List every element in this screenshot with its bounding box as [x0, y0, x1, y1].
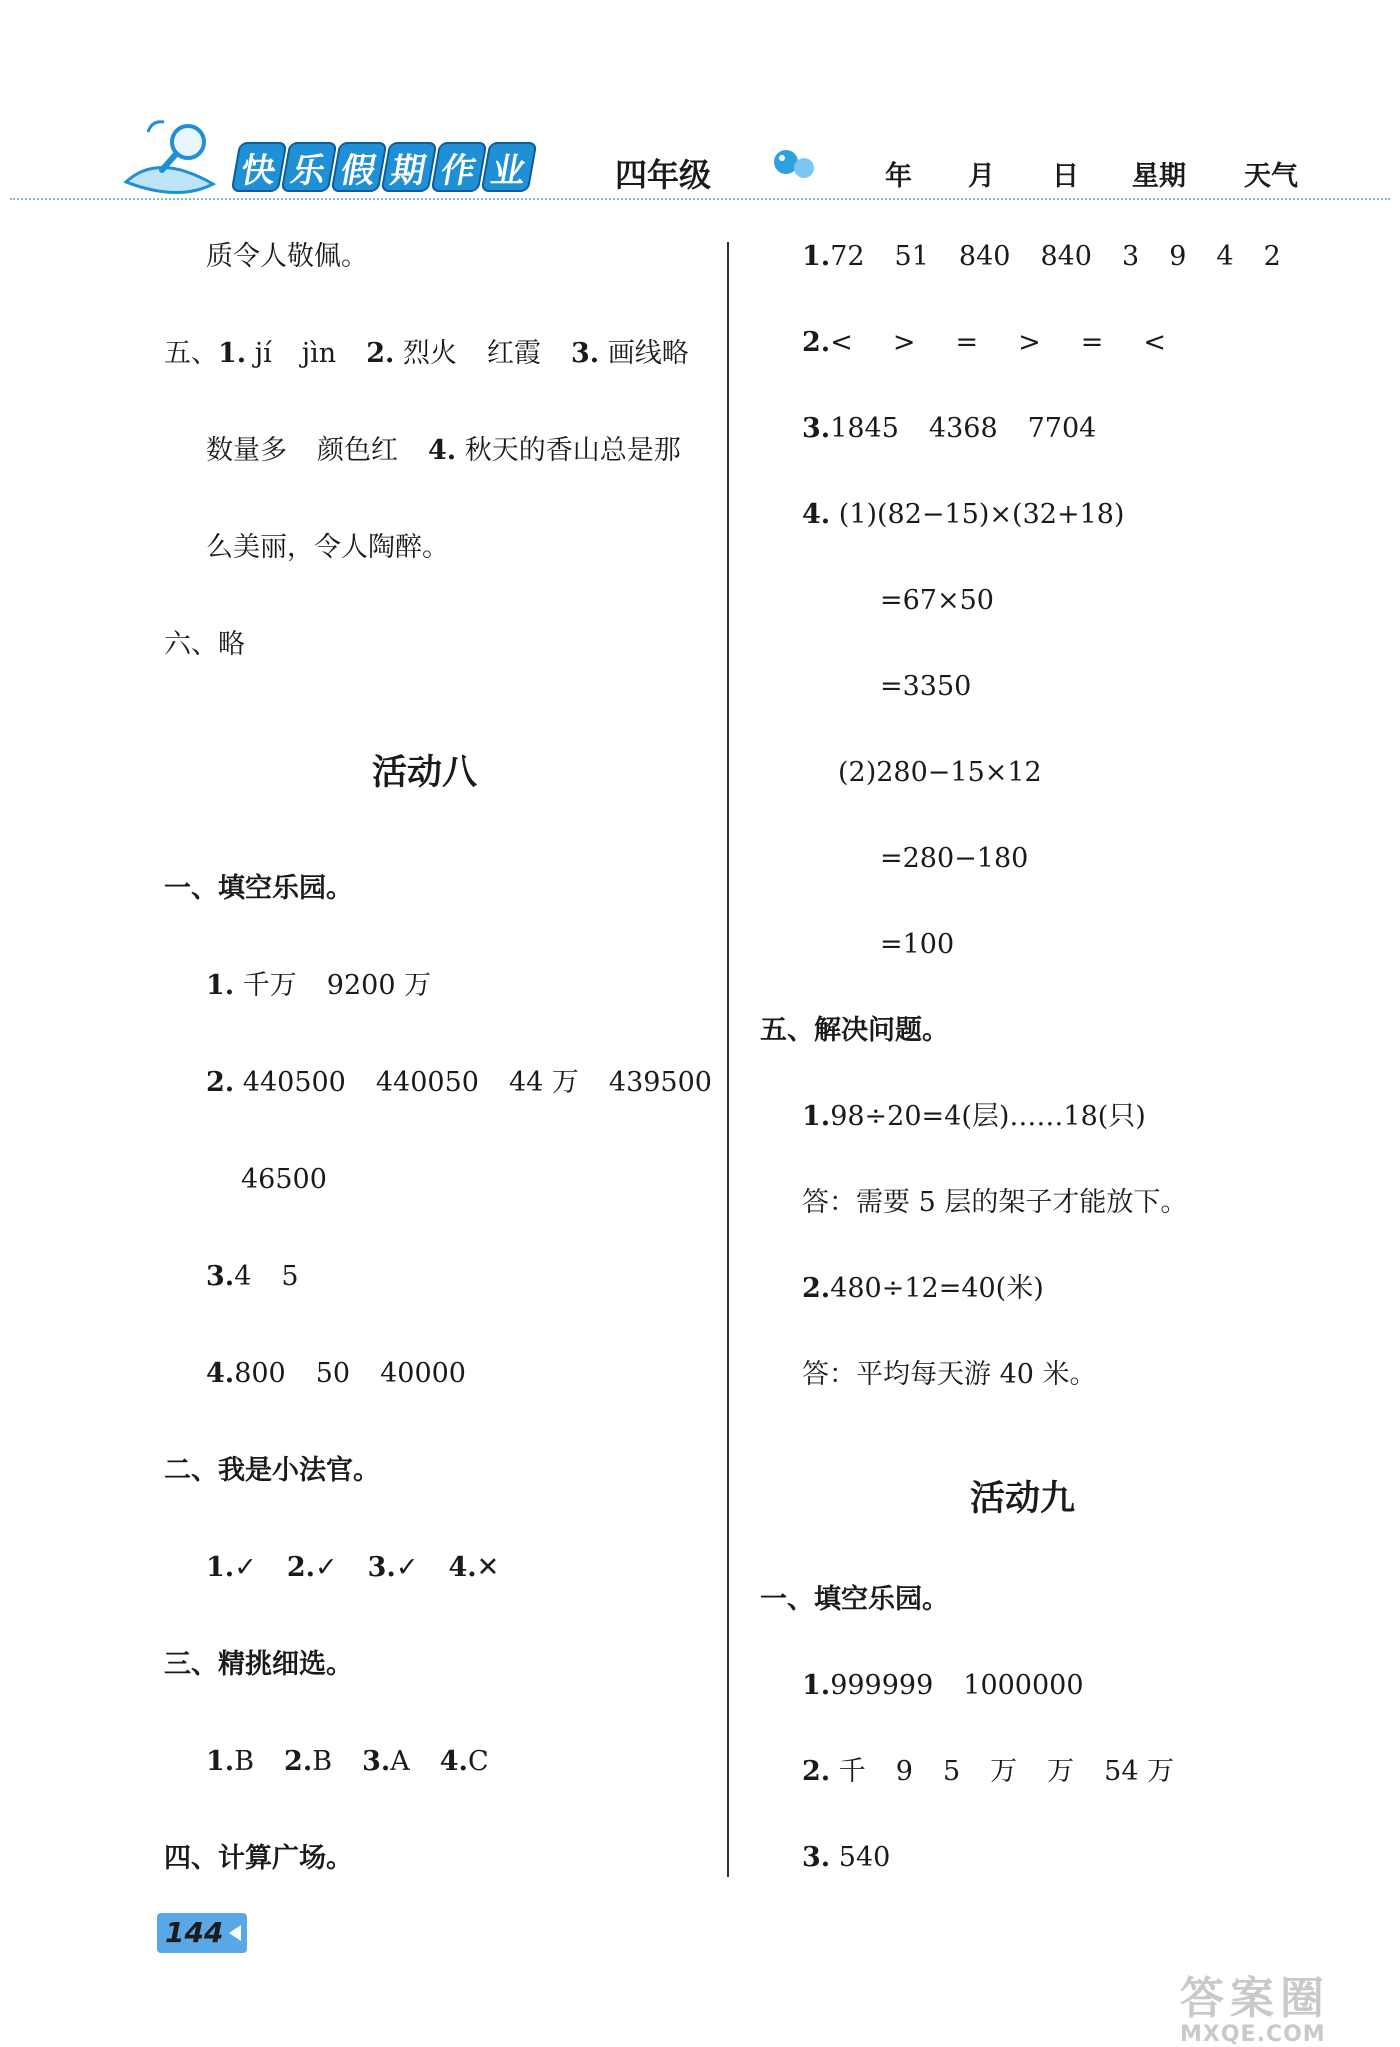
watermark — [1180, 1962, 1330, 2047]
answer: 红霞 — [486, 338, 541, 369]
answer: 千 — [838, 1756, 866, 1787]
answer: > — [1018, 327, 1041, 358]
item-number: 2. — [286, 1552, 315, 1583]
answer: 44 万 — [508, 1067, 579, 1098]
judgement-line — [206, 1551, 499, 1585]
logo-char: 作 — [431, 142, 488, 192]
calculation-line: (2)280−15×12 — [838, 757, 1042, 788]
answer: 2 — [1263, 241, 1281, 272]
answer: 50 — [315, 1358, 351, 1389]
answer: 1000000 — [963, 1670, 1084, 1701]
calculation-step: =280−180 — [880, 843, 1029, 874]
answer-line — [802, 1755, 1174, 1789]
answer-sentence: 答：平均每天游 40 米。 — [802, 1359, 1097, 1390]
logo-char: 业 — [481, 142, 538, 192]
answer: B — [234, 1746, 255, 1777]
text-line — [206, 434, 681, 468]
logo-char: 乐 — [281, 142, 338, 192]
logo-char: 快 — [231, 142, 288, 192]
answer: 440500 — [242, 1067, 346, 1098]
section-heading: 三、精挑细选。 — [164, 1649, 353, 1680]
logo-char: 假 — [331, 142, 388, 192]
grade-label: 四年级 — [615, 156, 712, 194]
answer: 7704 — [1027, 413, 1097, 444]
problem-line — [802, 1100, 1146, 1134]
item-number: 4. — [448, 1552, 477, 1583]
item-number: 3. — [362, 1746, 391, 1777]
answer: 烈火 — [402, 338, 457, 369]
item-number: 3. — [570, 338, 600, 369]
answer: 4368 — [928, 413, 998, 444]
answer-sentence: 答：需要 5 层的架子才能放下。 — [802, 1187, 1188, 1218]
title-logo — [235, 142, 533, 192]
item-number: 3. — [367, 1552, 396, 1583]
column-divider — [727, 242, 729, 1877]
comparison-line — [802, 326, 1166, 360]
item-number: 1. — [206, 1552, 235, 1583]
section-heading: 四、计算广场。 — [164, 1843, 353, 1874]
activity-nine-heading: 活动九 — [970, 1479, 1076, 1519]
answer: 1845 — [830, 413, 899, 444]
question-line — [206, 1357, 466, 1391]
answer: 5 — [281, 1261, 299, 1292]
item-number: 3. — [206, 1261, 235, 1292]
cross-icon: ✕ — [476, 1552, 500, 1583]
item-number: 2. — [802, 327, 831, 358]
answer-line — [802, 1669, 1084, 1703]
answer: 5 — [942, 1756, 961, 1787]
answer: > — [892, 327, 916, 358]
item-number: 2. — [284, 1746, 313, 1777]
date-year-label: 年 — [885, 161, 912, 192]
date-day-label: 日 — [1052, 161, 1079, 192]
question-line: 46500 — [241, 1164, 327, 1195]
answer: 72 — [830, 241, 865, 272]
page-number: 144 — [165, 1916, 224, 1949]
item-number: 3. — [802, 413, 831, 444]
watermark-url: MXQE.COM — [1180, 2022, 1326, 2047]
answer: 4 — [234, 1261, 252, 1292]
text-line: 么美丽，令人陶醉。 — [206, 532, 449, 563]
calculation-step: =3350 — [880, 671, 972, 702]
section-prefix: 五、 — [164, 338, 218, 369]
answer-line — [802, 240, 1281, 274]
item-number: 1. — [802, 241, 831, 272]
answer: 439500 — [608, 1067, 712, 1098]
date-month-label: 月 — [968, 161, 995, 192]
item-number: 1. — [802, 1101, 831, 1132]
activity-eight-heading: 活动八 — [372, 753, 478, 793]
item-number: 2. — [802, 1273, 831, 1304]
answer: 540 — [838, 1842, 891, 1873]
answer: 千万 — [242, 970, 297, 1001]
answer: C — [467, 1746, 489, 1777]
answer: jí — [254, 338, 272, 369]
section-heading: 二、我是小法官。 — [164, 1455, 380, 1486]
answer: = — [1080, 327, 1104, 358]
answer: 数量多 — [206, 435, 287, 466]
answer: < — [1143, 327, 1166, 358]
item-number: 1. — [802, 1670, 831, 1701]
choice-line — [206, 1745, 489, 1779]
answer: 3 — [1122, 241, 1140, 272]
item-number: 4. — [206, 1358, 235, 1389]
text-line: 质令人敬佩。 — [206, 241, 368, 272]
answer: 秋天的香山总是那 — [464, 435, 681, 466]
page-arrow-icon — [229, 1925, 241, 1941]
calculation-line — [802, 498, 1124, 532]
item-number: 2. — [802, 1756, 831, 1787]
answer-line — [802, 1841, 890, 1875]
answer: 51 — [894, 241, 929, 272]
item-number: 4. — [439, 1746, 468, 1777]
item-number: 1. — [218, 338, 247, 369]
calculation-step: =67×50 — [880, 585, 994, 616]
balls-decoration-icon — [770, 144, 820, 184]
answer: A — [390, 1746, 410, 1777]
weekday-label: 星期 — [1132, 161, 1186, 192]
answer: 840 — [958, 241, 1011, 272]
section-heading: 一、填空乐园。 — [164, 873, 353, 904]
check-icon: ✓ — [315, 1552, 338, 1583]
answer: 4 — [1216, 241, 1234, 272]
answer: 9 — [1169, 241, 1187, 272]
answer-line — [802, 412, 1096, 446]
weather-label: 天气 — [1244, 161, 1298, 192]
answer: 颜色红 — [317, 435, 398, 466]
section-five-line — [164, 337, 689, 371]
answer: 画线略 — [607, 338, 689, 369]
item-number: 3. — [802, 1842, 831, 1873]
problem-line — [802, 1272, 1044, 1306]
calculation-step: =100 — [880, 929, 955, 960]
question-line — [206, 1260, 299, 1294]
logo-char: 期 — [381, 142, 438, 192]
check-icon: ✓ — [234, 1552, 257, 1583]
answer: B — [312, 1746, 333, 1777]
answer: 999999 — [830, 1670, 934, 1701]
answer: 840 — [1040, 241, 1092, 272]
section-heading: 一、填空乐园。 — [760, 1584, 949, 1615]
answer: 54 万 — [1104, 1756, 1175, 1787]
section-heading: 五、解决问题。 — [760, 1015, 949, 1046]
answer: 440050 — [375, 1067, 479, 1098]
answer: 9 — [895, 1756, 913, 1787]
item-number: 1. — [206, 970, 235, 1001]
answer: 40000 — [380, 1358, 466, 1389]
item-number: 4. — [802, 499, 831, 530]
answer: 800 — [234, 1358, 286, 1389]
header-rule — [10, 198, 1390, 200]
answer: < — [830, 327, 853, 358]
item-number: 2. — [366, 338, 395, 369]
section-six-line: 六、略 — [164, 629, 245, 660]
page-number-badge — [157, 1913, 247, 1953]
item-number: 1. — [206, 1746, 235, 1777]
expression: (1)(82−15)×(32+18) — [838, 499, 1125, 530]
item-number: 4. — [428, 435, 457, 466]
question-line — [206, 969, 431, 1003]
answer: 万 — [990, 1756, 1018, 1787]
expression: 98÷20=4(层)……18(只) — [830, 1101, 1146, 1132]
answer: 9200 万 — [326, 970, 432, 1001]
magnifier-logo-icon — [118, 112, 228, 202]
check-icon: ✓ — [395, 1552, 419, 1583]
expression: 480÷12=40(米) — [830, 1273, 1044, 1304]
item-number: 2. — [206, 1067, 235, 1098]
question-line — [206, 1066, 712, 1100]
answer: = — [955, 327, 979, 358]
answer: 万 — [1047, 1756, 1075, 1787]
watermark-logo: 答案圈 — [1180, 1973, 1330, 2024]
answer: jìn — [301, 338, 337, 369]
